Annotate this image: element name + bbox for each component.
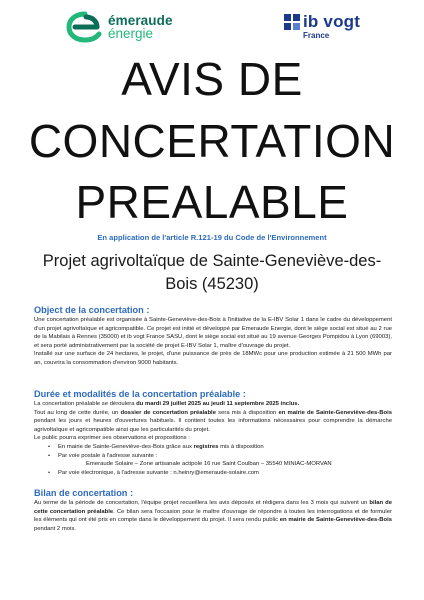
section-object xyxy=(34,304,392,368)
postal-address: Emeraude Solaire – Zone artisanale actipole 16 rue Saint Coulban – 35540 MINIAC-MORVAN xyxy=(86,461,332,468)
object-paragraph-2: Installé sur une surface de 24 hectares, le projet, d'une puissance de près de 18MWc pour une production estimée à 21 500 MWh par an, couvrira la consommation d'environ 9000 habitants. xyxy=(34,351,392,366)
duree-dossier-paragraph: Tout au long de cette durée, un dossier de concertation préalable sera mis à disposition en mairie de Sainte-Geneviève-des-Bois pendant les jours et heures d'ouvertures habituels. Il contient toutes les informations nécessaires pour comprendre la démarche agrivoltaïque et agricompatible ainsi que les particularités du projet. xyxy=(34,409,392,433)
object-heading: Object de la concertation : xyxy=(34,305,150,315)
ibvogt-logo-icon xyxy=(284,14,300,30)
ibvogt-logo-text: ib vogt xyxy=(303,12,361,31)
bilan-heading: Bilan de concertation : xyxy=(34,488,134,498)
title-line-1: AVIS DE xyxy=(121,53,303,105)
emeraude-logo-icon xyxy=(66,11,104,43)
list-item: • Par voie postale à l'adresse suivante : xyxy=(48,452,392,461)
ibvogt-logo-country: France xyxy=(303,31,330,40)
project-title: Projet agrivoltaïque de Sainte-Geneviève-des-Bois (45230) xyxy=(42,252,382,293)
section-duree xyxy=(34,388,392,477)
legal-reference-subtitle: En application de l'article R.121-19 du Code de l'Environnement xyxy=(97,233,327,242)
contribution-methods-list xyxy=(34,443,392,460)
header xyxy=(0,0,424,54)
duree-public-paragraph: Le public pourra exprimer ses observations et propositions : xyxy=(34,435,190,442)
contribution-methods-list-2 xyxy=(34,469,392,478)
title-line-2: CONCERTATION xyxy=(28,115,396,167)
object-paragraph-1: Une concertation préalable est organisée à Sainte-Geneviève-des-Bois à l'initiative de la E-IBV Solar 1 dans le cadre du développement d'un projet agrivoltaïque et agricompatible. Ce projet est initié et développé par Emeraude Energie, dont le siège social est situé au 2 rue de la Mabilais à Rennes (35000) et ib vogt France SASU, dont le siège social est situé au 19 avenue Georges Pompidou à Lyon (69003), et sera porté administrativement par la société de projet E-IBV Solar 1, maître d'ouvrage du projet. xyxy=(34,317,392,349)
emeraude-logo-text-2: énergie xyxy=(108,26,154,41)
ibvogt-france-logo xyxy=(284,12,360,40)
bilan-paragraph: Au terme de la période de concertation, l'équipe projet recueillera les avis déposés et rédigera dans les 3 mois qui suivent un bilan de cette concertation préalable. Ce bilan sera l'occasion pour le maître d'ouvrage de répondre à toutes les interrogations et de formuler les éléments qui ont été pris en compte dans le développement du projet. Il sera rendu public en mairie de Sainte-Geneviève-des-Bois pendant 2 mois. xyxy=(34,500,393,532)
duree-heading: Durée et modalités de la concertation préalable : xyxy=(34,389,246,399)
list-item: • Par voie électronique, à l'adresse suivante : n.heinry@emeraude-solaire.com xyxy=(48,469,392,478)
concertation-dates: du mardi 29 juillet 2025 au jeudi 11 septembre 2025 inclus. xyxy=(136,401,300,407)
duree-dates-paragraph: La concertation préalable se déroulera du mardi 29 juillet 2025 au jeudi 11 septembre 2025 inclus. xyxy=(34,401,300,407)
section-bilan xyxy=(34,487,392,533)
title-line-3: PREALABLE xyxy=(75,176,349,228)
emeraude-logo-text-1: émeraude xyxy=(108,13,173,28)
emeraude-energie-logo xyxy=(66,11,173,43)
list-item: • En mairie de Sainte-Geneviève-des-Bois grâce aux registres mis à disposition xyxy=(48,443,392,452)
